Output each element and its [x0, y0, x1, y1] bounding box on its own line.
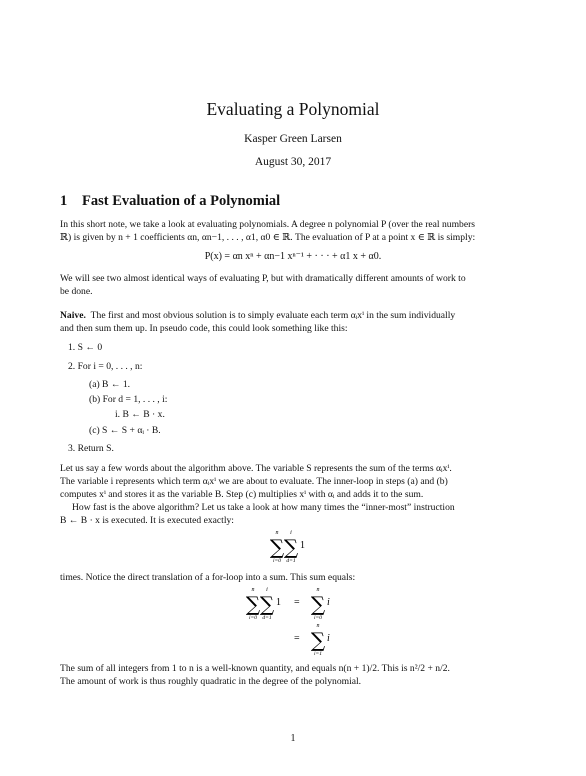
rhs2-sigma: ∑	[310, 628, 326, 652]
rhs2-body: i	[327, 633, 330, 644]
rhs2-lower: i=1	[314, 651, 322, 657]
sum-upper-inner: i	[266, 587, 268, 593]
equals-sign-2: =	[294, 633, 300, 644]
rhs-upper: n	[316, 587, 320, 593]
rhs-body: i	[327, 597, 330, 608]
conclusion-line: The amount of work is thus roughly quadratic in the degree of the polynomial.	[60, 676, 362, 687]
double-sum-equation	[270, 528, 330, 564]
sum-upper-inner: i	[290, 530, 292, 536]
sum-body: 1	[300, 540, 305, 551]
sum-body: 1	[276, 597, 281, 608]
sigma-inner: ∑	[259, 592, 275, 616]
algo-substep: (a) B ← 1.	[89, 379, 131, 390]
discussion-line: computes xⁱ and stores it as the variable B. Step (c) multiplies xⁱ with αᵢ and adds it to the sum.	[60, 489, 424, 500]
conclusion-line: The sum of all integers from 1 to n is a well-known quantity, and equals n(n + 1)/2. This is n²/2 + n/2.	[60, 663, 450, 674]
naive-paragraph-line-2: and then sum them up. In pseudo code, this could look something like this:	[60, 323, 348, 334]
discussion-line: B ← B · x is executed. It is executed exactly:	[60, 515, 234, 526]
rhs-sigma: ∑	[310, 592, 326, 616]
paragraph-line: We will see two almost identical ways of evaluating P, but with dramatically different amounts of work to	[60, 273, 466, 284]
sum-lower-outer: i=0	[249, 615, 257, 621]
sum-lower-inner: d=1	[262, 615, 272, 621]
discussion-line: Let us say a few words about the algorithm above. The variable S represents the sum of the terms αᵢxⁱ.	[60, 463, 452, 474]
intro-line-1: In this short note, we take a look at evaluating polynomials. A degree n polynomial P (over the real numbers	[60, 219, 476, 230]
algo-subsubstep: i. B ← B · x.	[115, 409, 165, 420]
naive-label: Naive.	[60, 310, 86, 321]
paper-date: August 30, 2017	[254, 156, 332, 168]
naive-paragraph-line-1	[60, 309, 455, 322]
sum-lower-outer: i=0	[273, 558, 281, 564]
discussion-line: The variable i represents which term αᵢxⁱ we are about to evaluate. The inner-loop in steps (a) and (b)	[60, 476, 448, 487]
rhs2-upper: n	[316, 623, 320, 629]
algo-step: 1. S ← 0	[68, 342, 103, 353]
algo-substep: (b) For d = 1, . . . , i:	[89, 394, 168, 405]
equals-sign: =	[294, 597, 300, 608]
intro-line-2: ℝ) is given by n + 1 coefficients αn, αn−1, . . . , α1, α0 ∈ ℝ. The evaluation of P at a point x ∈ ℝ is simply:	[60, 232, 476, 243]
section-heading	[60, 193, 280, 210]
times-line: times. Notice the direct translation of a for-loop into a sum. This sum equals:	[60, 572, 356, 583]
sum-upper-outer: n	[251, 587, 255, 593]
algo-step: 3. Return S.	[68, 443, 114, 454]
discussion-line: How fast is the above algorithm? Let us take a look at how many times the “inner-most” instruction	[72, 502, 455, 513]
rhs-lower: i=0	[314, 615, 322, 621]
paragraph-line: be done.	[60, 286, 93, 297]
paper-title: Evaluating a Polynomial	[206, 99, 380, 119]
sigma-outer: ∑	[269, 535, 285, 559]
equation-polynomial: P(x) = αn xⁿ + αn−1 xⁿ⁻¹ + · · · + α1 x + α0.	[204, 251, 382, 262]
paper-author: Kasper Green Larsen	[244, 133, 342, 145]
section-number: 1	[60, 193, 68, 209]
sigma-inner: ∑	[283, 535, 299, 559]
algo-substep: (c) S ← S + αᵢ · B.	[89, 425, 161, 436]
sigma-outer: ∑	[245, 592, 261, 616]
algo-step: 2. For i = 0, . . . , n:	[68, 361, 143, 372]
sum-upper-outer: n	[275, 530, 279, 536]
sum-lower-inner: d=1	[286, 558, 296, 564]
page-number: 1	[290, 733, 296, 744]
naive-text: The first and most obvious solution is to simply evaluate each term αᵢxⁱ in the sum individually	[90, 310, 456, 321]
section-title: Fast Evaluation of a Polynomial	[82, 193, 281, 209]
sum-equality-equation	[246, 585, 356, 657]
